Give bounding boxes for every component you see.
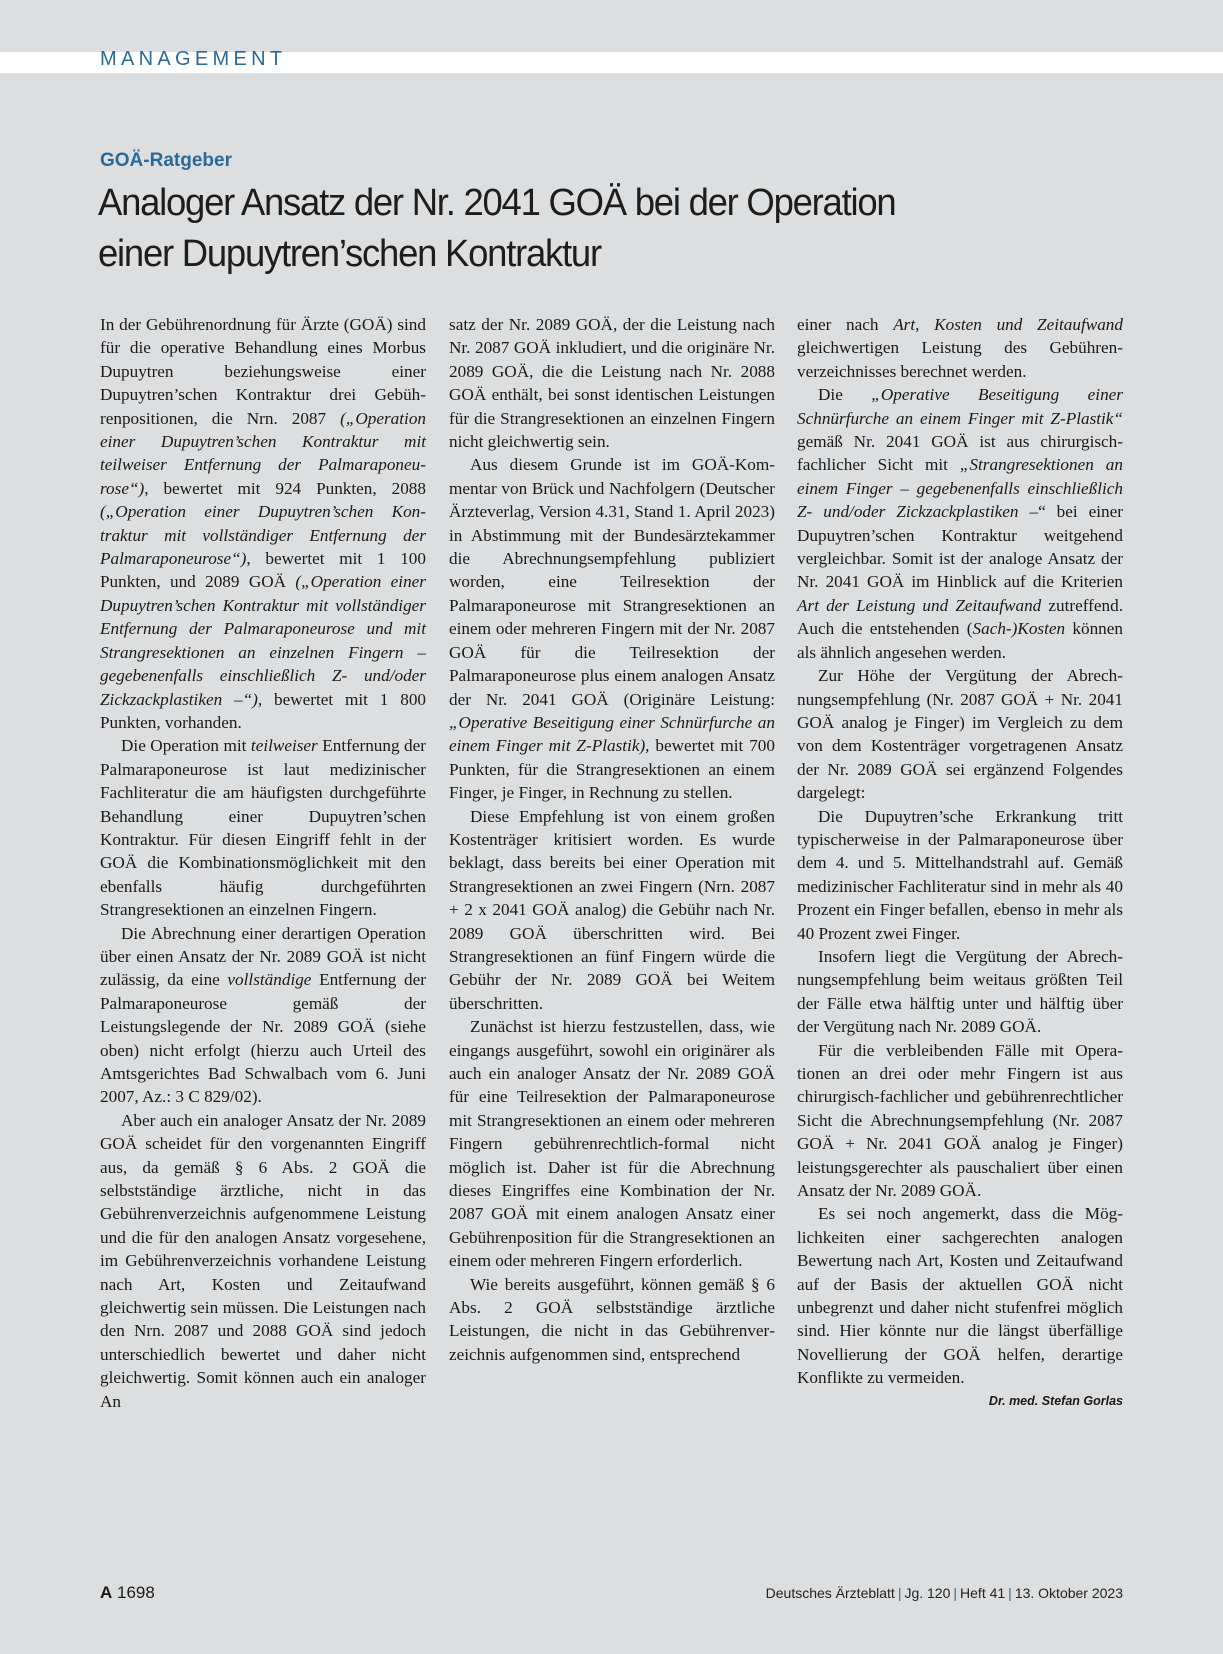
paragraph: Es sei noch angemerkt, dass die Möglichkeiten einer sachgerechten analogen Bewertung nach Art, Kosten und Zeitaufwand auf der Basis der aktuellen GOÄ nicht unbegrenzt und daher nicht stufenfrei möglich sind. Hier könnte nur die längst überfällige Novellierung der GOÄ helfen, derartige Konflikte zu vermeiden. — [797, 1204, 1123, 1388]
paragraph: Für die verbleibenden Fälle mit Operationen an drei oder mehr Fingern ist aus chirurgisch-fachlicher und gebührenrechtlicher Sicht die Abrechnungsempfehlung (Nr. 2087 GOÄ + Nr. 2041 GOÄ analog je Finger) leistungsgerechter als pauschaliert über einen Ansatz der Nr. 2089 GOÄ. — [797, 1040, 1123, 1201]
article-kicker: GOÄ-Ratgeber — [100, 150, 232, 171]
paragraph: Aber auch ein analoger Ansatz der Nr. 2089 GOÄ scheidet für den vorgenannten Eingriff aus, da gemäß § 6 Abs. 2 GOÄ die selbstständige ärztliche, nicht in das Gebührenverzeichnis aufgenommene Leistung und die für den analogen Ansatz vorgesehene, im Gebührenverzeichnis vorhandene Leistung nach Art, Kosten und Zeitaufwand gleichwertig sein müssen. Die Leistungen nach den Nrn. 2087 und 2088 GOÄ sind jedoch unterschiedlich bewertet und daher nicht gleichwertig. Somit können auch ein analoger An — [100, 1110, 426, 1411]
article-headline — [98, 178, 1106, 280]
paragraph: Die Operation mit teilweiser Entfernung der Palmaraponeurose ist laut medizinischer Fachliteratur die am häufigsten durchgeführte Behandlung einer Dupuytren’schen Kontraktur. Für diesen Eingriff fehlt in der GOÄ die Kombinationsmöglichkeit mit den ebenfalls häufig durchgeführten Strangresektionen an einzelnen Fingern. — [100, 736, 426, 920]
paragraph: Aus diesem Grunde ist im GOÄ-Kommentar von Brück und Nachfolgern (Deutscher Ärzteverlag, Version 4.31, Stand 1. April 2023) in Abstimmung mit der Bundesärztekammer die Abrechnungsempfehlung publiziert worden, eine Teilresektion der Palmaraponeurose mit Strangresektionen an einem oder mehreren Fingern mit der Nr. 2087 GOÄ für die Teilresektion der Palmaraponeurose plus einem analogen Ansatz der Nr. 2041 GOÄ (Originäre Leistung: „Operative Beseitigung einer Schnürfurche an einem Finger mit Z-Plastik), bewertet mit 700 Punkten, für die Strangresektionen an einem Finger, je Finger, in Rechnung zu stellen. — [449, 455, 775, 803]
author-byline: Dr. med. Stefan Gorlas — [988, 1393, 1123, 1408]
headline-line-2: einer Dupuytren’schen Kontraktur — [98, 233, 601, 275]
issue: Heft 41 — [960, 1585, 1006, 1601]
headline-line-1: Analoger Ansatz der Nr. 2041 GOÄ bei der Operation — [98, 182, 896, 224]
footer-citation: Deutsches Ärzteblatt | Jg. 120 | Heft 41 | 13. Oktober 2023 — [765, 1585, 1123, 1601]
paragraph: Die Abrechnung einer derartigen Operation über einen Ansatz der Nr. 2089 GOÄ ist nicht zulässig, da eine vollständige Entfernung der Palmaraponeurose gemäß der Leistungslegende der Nr. 2089 GOÄ (siehe oben) nicht erfolgt (hierzu auch Urteil des Amtsgerichtes Bad Schwalbach vom 6. Juni 2007, Az.: 3 C 829/02). — [100, 923, 426, 1107]
paragraph: Die Dupuytren’sche Erkrankung tritt typischerweise in der Palmaraponeurose über dem 4. und 5. Mittelhandstrahl auf. Gemäß medizinischer Fachliteratur sind in mehr als 40 Prozent ein Finger befallen, ebenso in mehr als 40 Prozent zwei Finger. — [797, 806, 1123, 943]
article-column-3 — [797, 313, 1123, 1409]
article-column-1 — [100, 313, 426, 1413]
article-column-2 — [449, 313, 775, 1366]
issue-date: 13. Oktober 2023 — [1014, 1585, 1123, 1601]
paragraph: Insofern liegt die Vergütung der Abrechnungsempfehlung beim weitaus größten Teil der Fälle etwa hälftig unter und hälftig über der Vergütung nach Nr. 2089 GOÄ. — [797, 946, 1123, 1037]
paragraph: In der Gebührenordnung für Ärzte (GOÄ) sind für die operative Behandlung eines Morbus Dupuytren beziehungsweise einer Dupuytren’schen Kontraktur drei Gebührenpositionen, die Nrn. 2087 („Operation einer Dupuytren’schen Kontraktur mit teilweiser Entfernung der Palmaraponeurose“), bewertet mit 924 Punkten, 2088 („Operation einer Dupuytren’schen Kontraktur mit vollständiger Entfernung der Palmaraponeurose“), bewertet mit 1 100 Punkten, und 2089 GOÄ („Operation einer Dupuytren’schen Kontraktur mit vollständiger Entfernung der Palmaraponeurose und mit Strangresektionen an einzelnen Fingern – gegebenenfalls einschließlich Z- und/oder Zickzackplastiken –“), bewertet mit 1 800 Punkten, vorhanden. — [100, 315, 427, 732]
paragraph: Zunächst ist hierzu festzustellen, dass, wie eingangs ausgeführt, sowohl ein originärer als auch ein analoger Ansatz der Nr. 2089 GOÄ für eine Teilresektion der Palmaraponeurose mit Strangresektionen an einem oder mehreren Fingern gebührenrechtlich-formal nicht möglich ist. Daher ist für die Abrechnung dieses Eingriffes eine Kombination der Nr. 2087 GOÄ mit einem analogen Ansatz einer Gebührenposition für die Strangresektionen an einem oder mehreren Fingern erforderlich. — [449, 1017, 775, 1271]
section-label: MANAGEMENT — [100, 48, 287, 70]
paragraph: Diese Empfehlung ist von einem großen Kostenträger kritisiert worden. Es wurde beklagt, dass bereits bei einer Operation mit Strangresektionen an zwei Fingern (Nrn. 2087 + 2 x 2041 GOÄ analog) die Gebühr nach Nr. 2089 GOÄ überschritten wird. Bei Strangresektionen an fünf Fingern würde die Gebühr der Nr. 2089 GOÄ bei Weitem überschritten. — [449, 806, 775, 1013]
volume: Jg. 120 — [904, 1585, 951, 1601]
journal-name: Deutsches Ärzteblatt — [765, 1585, 895, 1601]
paragraph: einer nach Art, Kosten und Zeitaufwand gleichwertigen Leistung des Gebührenverzeichnisses berechnet werden. — [797, 315, 1123, 381]
paragraph: Zur Höhe der Vergütung der Abrechnungsempfehlung (Nr. 2087 GOÄ + Nr. 2041 GOÄ analog je Finger) im Vergleich zu dem von dem Kostenträger vorgetragenen Ansatz der Nr. 2089 GOÄ sei ergänzend Folgendes dargelegt: — [797, 666, 1123, 803]
paragraph: Wie bereits ausgeführt, können gemäß § 6 Abs. 2 GOÄ selbstständige ärztliche Leistungen, die nicht in das Gebührenverzeichnis aufgenommen sind, entsprechend — [449, 1274, 775, 1364]
page-number: A 1698 — [100, 1583, 155, 1602]
paragraph: satz der Nr. 2089 GOÄ, der die Leistung nach Nr. 2087 GOÄ inkludiert, und die originäre Nr. 2089 GOÄ, die die Leistung nach Nr. 2088 GOÄ enthält, bei sonst identischen Leistungen für die Strangresektionen an einzelnen Fingern nicht gleichwertig sein. — [449, 315, 775, 452]
paragraph: Die „Operative Beseitigung einer Schnürfurche an einem Finger mit Z-Plastik“ gemäß Nr. 2041 GOÄ ist aus chirurgisch-fachlicher Sicht mit „Strangresektionen an einem Finger – gegebenenfalls einschließlich Z- und/oder Zickzackplastiken –“ bei einer Dupuytren’schen Kontraktur weitgehend vergleichbar. Somit ist der analoge Ansatz der Nr. 2041 GOÄ im Hinblick auf die Kriterien Art der Leistung und Zeitaufwand zutreffend. Auch die entstehenden (Sach-)Kosten können als ähnlich angesehen werden. — [797, 385, 1123, 662]
